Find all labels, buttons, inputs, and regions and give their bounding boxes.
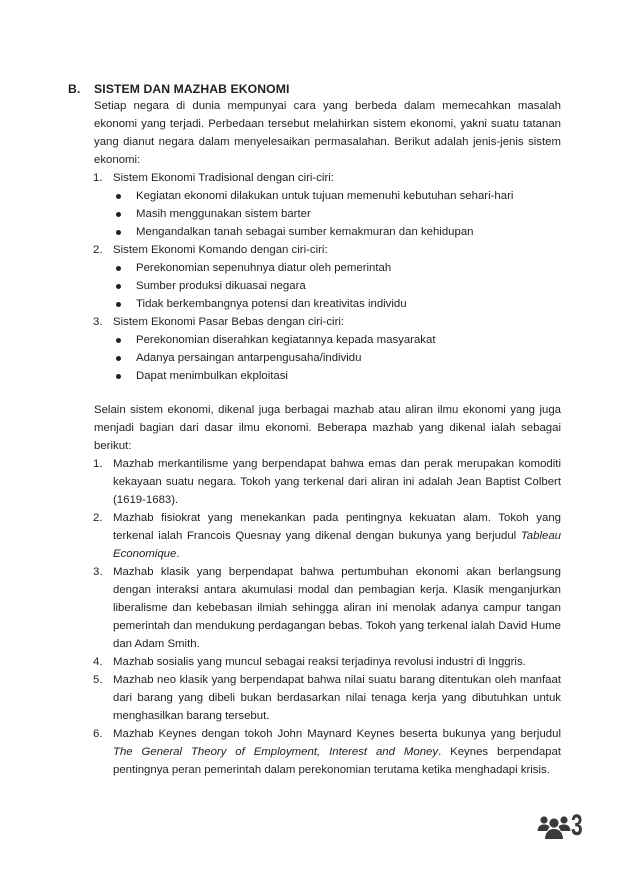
bullet-item: Sumber produksi dikuasai negara bbox=[113, 277, 561, 295]
bullet-item: Perekonomian sepenuhnya diatur oleh pemerintah bbox=[113, 259, 561, 277]
bullet-item: Tidak berkembangnya potensi dan kreativitas individu bbox=[113, 295, 561, 313]
list-number: 5. bbox=[93, 674, 103, 686]
system-item bbox=[94, 313, 561, 385]
section-title: SISTEM DAN MAZHAB EKONOMI bbox=[94, 82, 290, 96]
system-item bbox=[94, 241, 561, 313]
bullet-icon bbox=[116, 374, 121, 379]
list-number: 3. bbox=[93, 316, 103, 328]
book-title: The General Theory of Employment, Interest and Money bbox=[113, 746, 439, 758]
system-title: Sistem Ekonomi Komando dengan ciri-ciri: bbox=[113, 244, 328, 256]
mazhab-list bbox=[94, 455, 561, 779]
bullet-icon bbox=[116, 230, 121, 235]
people-group-icon bbox=[537, 812, 571, 842]
mazhab-item: 4. Mazhab sosialis yang muncul sebagai reaksi terjadinya revolusi industri di Inggris. bbox=[94, 653, 561, 671]
bullet-icon bbox=[116, 356, 121, 361]
bullet-item: Dapat menimbulkan ekploitasi bbox=[113, 367, 561, 385]
mazhab-intro-paragraph: Selain sistem ekonomi, dikenal juga berbagai mazhab atau aliran ilmu ekonomi yang juga menjadi bagian dari dasar ilmu ekonomi. Beberapa mazhab yang dikenal ialah sebagai berikut: bbox=[94, 404, 561, 452]
bullet-list bbox=[113, 187, 561, 241]
bullet-list bbox=[113, 331, 561, 385]
section-number: B. bbox=[68, 82, 81, 96]
system-item bbox=[94, 169, 561, 241]
bullet-item: Masih menggunakan sistem barter bbox=[113, 205, 561, 223]
mazhab-item: 2. Mazhab fisiokrat yang menekankan pada pentingnya kekuatan alam. Tokoh yang terkenal ialah Francois Quesnay yang dikenal dengan bukunya yang berjudul Tableau Economique. bbox=[94, 509, 561, 563]
section-heading bbox=[68, 80, 289, 98]
bullet-list bbox=[113, 259, 561, 313]
book-title: Tableau Economique bbox=[113, 530, 561, 560]
bullet-icon bbox=[116, 266, 121, 271]
mazhab-item: 1. Mazhab merkantilisme yang berpendapat bahwa emas dan perak merupakan komoditi kekayaan suatu negara. Tokoh yang terkenal dari aliran ini adalah Jean Baptist Colbert (1619-1683). bbox=[94, 455, 561, 509]
list-number: 3. bbox=[93, 566, 103, 578]
bullet-icon bbox=[116, 302, 121, 307]
list-number: 4. bbox=[93, 656, 103, 668]
bullet-item: Kegiatan ekonomi dilakukan untuk tujuan memenuhi kebutuhan sehari-hari bbox=[113, 187, 561, 205]
list-number: 1. bbox=[93, 458, 103, 470]
system-title: Sistem Ekonomi Pasar Bebas dengan ciri-ciri: bbox=[113, 316, 345, 328]
economic-systems-list bbox=[94, 169, 561, 385]
bullet-icon bbox=[116, 338, 121, 343]
bullet-item: Adanya persaingan antarpengusaha/individu bbox=[113, 349, 561, 367]
list-number: 2. bbox=[93, 512, 103, 524]
intro-paragraph: Setiap negara di dunia mempunyai cara yang berbeda dalam memecahkan masalah ekonomi yang terjadi. Perbedaan tersebut melahirkan sistem ekonomi, yakni suatu tatanan yang dianut negara dalam menyelesaikan permasalahan. Berikut adalah jenis-jenis sistem ekonomi: bbox=[94, 100, 561, 166]
list-number: 1. bbox=[93, 172, 103, 184]
mazhab-item: 3. Mazhab klasik yang berpendapat bahwa pertumbuhan ekonomi akan berlangsung dengan interaksi antara akumulasi modal dan pembagian kerja. Klasik menganjurkan liberalisme dan kebebasan ilmiah sehingga aliran ini menolak adanya campur tangan pemerintah dan mendukung perdagangan bebas. Tokoh yang terkenal ialah David Hume dan Adam Smith. bbox=[94, 563, 561, 653]
bullet-item: Mengandalkan tanah sebagai sumber kemakmuran dan kehidupan bbox=[113, 223, 561, 241]
list-number: 2. bbox=[93, 244, 103, 256]
bullet-item: Perekonomian diserahkan kegiatannya kepada masyarakat bbox=[113, 331, 561, 349]
bullet-icon bbox=[116, 284, 121, 289]
system-title: Sistem Ekonomi Tradisional dengan ciri-ciri: bbox=[113, 172, 334, 184]
mazhab-item: 5. Mazhab neo klasik yang berpendapat bahwa nilai suatu barang ditentukan oleh manfaat dari barang yang dibeli bukan berdasarkan nilai tenaga kerja yang dibutuhkan untuk menghasilkan barang tersebut. bbox=[94, 671, 561, 725]
bullet-icon bbox=[116, 194, 121, 199]
page-number: 3 bbox=[571, 809, 583, 842]
mazhab-item: 6. Mazhab Keynes dengan tokoh John Maynard Keynes beserta bukunya yang berjudul The General Theory of Employment, Interest and Money. Keynes berpendapat pentingnya peran pemerintah dalam perekonomian terutama ketika menghadapi krisis. bbox=[94, 725, 561, 779]
spacer bbox=[94, 385, 561, 401]
content bbox=[94, 97, 561, 779]
list-number: 6. bbox=[93, 728, 103, 740]
bullet-icon bbox=[116, 212, 121, 217]
